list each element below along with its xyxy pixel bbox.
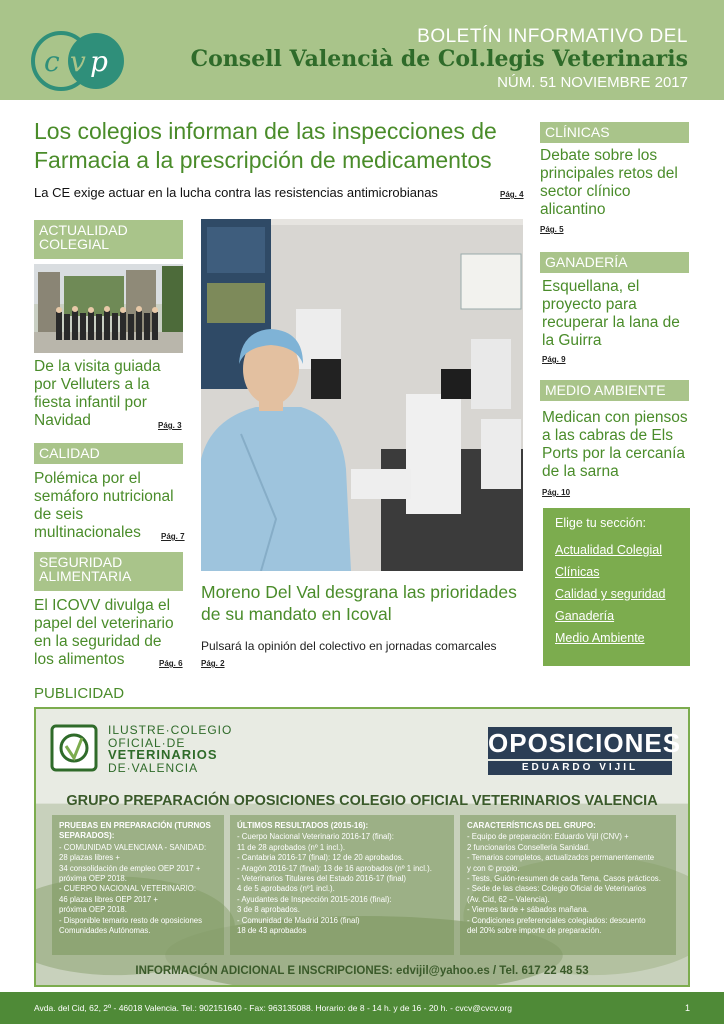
section-bar-calidad: CALIDAD	[34, 443, 183, 464]
ad-line: - COMUNIDAD VALENCIANA - SANIDAD:	[59, 842, 207, 852]
lead-headline[interactable]: Los colegios informan de las inspecciones de Farmacia a la prescripción de medicamentos	[34, 118, 497, 173]
ad-line: - Comunidad de Madrid 2016 (final)	[237, 915, 360, 925]
ad-line: próxima OEP 2018.	[59, 905, 127, 915]
section-bar-ganaderia: GANADERÍA	[540, 252, 689, 273]
ad-line: - Veterinarios Titulares del Estado 2016-17 (final)	[237, 874, 407, 884]
ad-line: 34 consolidación de empleo OEP 2017 +	[59, 863, 201, 873]
ad-line: Comunidades Autónomas.	[59, 926, 151, 936]
section-nav-heading: Elige tu sección:	[555, 516, 647, 530]
header-band	[0, 0, 724, 100]
page-ref-actualidad[interactable]: Pág. 3	[158, 421, 182, 430]
ad-line: próxima OEP 2018.	[59, 874, 127, 884]
eduardo-vijil-brand: EDUARDO VIJIL	[488, 761, 672, 775]
lead-subtitle: La CE exige actuar en la lucha contra las resistencias antimicrobianas	[34, 185, 438, 200]
bulletin-heading: BOLETÍN INFORMATIVO DEL	[417, 26, 688, 47]
main-story-subtitle: Pulsará la opinión del colectivo en jornadas comarcales	[201, 639, 497, 653]
ad-line: 2 funcionarios Consellería Sanidad.	[467, 842, 591, 852]
footer-bar	[0, 992, 724, 1024]
story-title-calidad[interactable]: Polémica por el semáforo nutricional de seis multinacionales	[34, 470, 174, 541]
section-link-medio-ambiente[interactable]: Medio Ambiente	[555, 631, 645, 645]
ad-line: - Condiciones preferenciales colegiados: descuento	[467, 915, 646, 925]
page-ref-medio-ambiente[interactable]: Pág. 10	[542, 488, 571, 497]
ad-line: 18 de 43 aprobados	[237, 926, 307, 936]
section-nav-box	[543, 508, 690, 666]
ad-line: - Temarios completos, actualizados permanentemente	[467, 853, 655, 863]
page-ref-calidad[interactable]: Pág. 7	[161, 532, 185, 541]
page-ref-ganaderia[interactable]: Pág. 9	[542, 355, 566, 364]
ad-column-resultados: ÚLTIMOS RESULTADOS (2015-16): - Cuerpo Nacional Veterinario 2016-17 (final): 11 de 28 aprobados (nº 1 incl.). - Cantabria 2016-17 (final): 12 de 20 aprobados. - Aragón 2016-17 (final): 13 de 16 aprobados (nº 1 incl.). - Veterinarios Titulares del Estado 2016-17 (final) 4 de 5 aprobados (nº1 incl.). - Ayudantes de Inspección 2015-2016 (final): 3 de 8 aprobados. - Comunidad de Madrid 2016 (final) 18 de 43 aprobados	[230, 815, 454, 955]
ad-contact-info[interactable]: INFORMACIÓN ADICIONAL E INSCRIPCIONES: edvijil@yahoo.es / Tel. 617 22 48 53	[135, 965, 589, 977]
story-title-actualidad[interactable]: De la visita guiada por Velluters a la fiesta infantil por Navidad	[34, 358, 161, 429]
section-bar-clinicas: CLÍNICAS	[540, 122, 689, 143]
svg-text:c: c	[44, 45, 60, 78]
ad-line: - Aragón 2016-17 (final): 13 de 16 aprobados (nº 1 incl.).	[237, 863, 432, 873]
oposiciones-brand: OPOSICIONES	[488, 728, 682, 758]
ad-line: del 20% sobre importe de preparación.	[467, 926, 602, 936]
ad-line: - Tests, Guión-resumen de cada Tema, Casos prácticos.	[467, 874, 661, 884]
ad-line: - Ayudantes de Inspección 2015-2016 (final):	[237, 894, 392, 904]
ad-line: (Av. Cid, 62 – Valencia).	[467, 894, 550, 904]
page-ref-clinicas[interactable]: Pág. 5	[540, 225, 564, 234]
cvcv-logo	[30, 30, 130, 92]
issue-number: NÚM. 51 NOVIEMBRE 2017	[497, 74, 688, 91]
section-bar-actualidad: ACTUALIDAD COLEGIAL	[34, 220, 183, 259]
section-link-actualidad[interactable]: Actualidad Colegial	[555, 543, 663, 557]
story-title-ganaderia[interactable]: Esquellana, el proyecto para recuperar la lana de la Guirra	[542, 278, 680, 349]
main-story-page-ref[interactable]: Pág. 2	[201, 659, 225, 668]
section-bar-medio-ambiente: MEDIO AMBIENTE	[540, 380, 689, 401]
ad-line: - Sede de las clases: Colegio Oficial de Veterinarios	[467, 884, 646, 894]
story-title-clinicas[interactable]: Debate sobre los principales retos del sector clínico alicantino	[540, 147, 678, 218]
ad-line: 3 de 8 aprobados.	[237, 905, 300, 915]
college-logo-text: ILUSTRE·COLEGIO OFICIAL·DE VETERINARIOS DE·VALENCIA	[108, 723, 233, 775]
college-crest-icon	[50, 724, 98, 772]
section-link-calidad[interactable]: Calidad y seguridad	[555, 587, 666, 601]
ad-line: 46 plazas libres OEP 2017 +	[59, 894, 158, 904]
story-title-medio-ambiente[interactable]: Medican con piensos a las cabras de Els Ports por la cercanía de la sarna	[542, 409, 688, 480]
page-ref-seguridad[interactable]: Pág. 6	[159, 659, 183, 668]
ad-line: - Equipo de preparación: Eduardo Vijil (CNV) +	[467, 832, 629, 842]
ad-line: 28 plazas libres +	[59, 853, 120, 863]
ad-line: - Disponible temario resto de oposiciones	[59, 915, 203, 925]
bulletin-org-name: Consell Valencià de Col.legis Veterinaris	[190, 46, 688, 72]
ad-column-pruebas: PRUEBAS EN PREPARACIÓN (TURNOS SEPARADOS): - COMUNIDAD VALENCIANA - SANIDAD: 28 plazas libres + 34 consolidación de empleo OEP 2017 + próxima OEP 2018. - CUERPO NACIONAL VETERINARIO: 46 plazas libres OEP 2017 + próxima OEP 2018. - Disponible temario resto de oposiciones Comunidades Autónomas.	[52, 815, 224, 955]
ad-line: - Viernes tarde + sábados mañana.	[467, 905, 589, 915]
main-story-photo	[201, 219, 523, 571]
ad-line: - CUERPO NACIONAL VETERINARIO:	[59, 884, 197, 894]
section-bar-seguridad: SEGURIDAD ALIMENTARIA	[34, 552, 183, 591]
ad-line: y con © propio.	[467, 863, 520, 873]
section-link-clinicas[interactable]: Clínicas	[555, 565, 600, 579]
ad-line: - Cuerpo Nacional Veterinario 2016-17 (final):	[237, 832, 394, 842]
advertisement[interactable]	[34, 707, 690, 987]
lead-page-ref[interactable]: Pág. 4	[500, 190, 524, 199]
section-link-ganaderia[interactable]: Ganadería	[555, 609, 615, 623]
story-title-seguridad[interactable]: El ICOVV divulga el papel del veterinario en la seguridad de los alimentos	[34, 597, 174, 668]
ad-line: - Cantabria 2016-17 (final): 12 de 20 aprobados.	[237, 853, 404, 863]
main-story-title[interactable]: Moreno Del Val desgrana las prioridades de su mandato en Icoval	[201, 582, 517, 624]
ad-column-caracteristicas: CARACTERÍSTICAS DEL GRUPO: - Equipo de preparación: Eduardo Vijil (CNV) + 2 funcionarios Consellería Sanidad. - Temarios completos, actualizados permanentemente y con © propio. - Tests, Guión-resumen de cada Tema, Casos prácticos. - Sede de las clases: Colegio Oficial de Veterinarios (Av. Cid, 62 – Valencia). - Viernes tarde + sábados mañana. - Condiciones preferenciales colegiados: descuento del 20% sobre importe de preparación.	[460, 815, 676, 955]
footer-address: Avda. del Cid, 62, 2º - 46018 Valencia. Tel.: 902151640 - Fax: 963135088. Horario: de 8 - 14 h. y de 16 - 20 h. - cvcv@cvcv.org	[34, 1003, 512, 1013]
ad-title: GRUPO PREPARACIÓN OPOSICIONES COLEGIO OFICIAL VETERINARIOS VALENCIA	[66, 793, 658, 809]
publicidad-label: PUBLICIDAD	[34, 685, 125, 702]
svg-text:v: v	[70, 45, 86, 78]
page-number: 1	[684, 1003, 690, 1013]
colegial-photo	[34, 264, 183, 353]
ad-line: 11 de 28 aprobados (nº 1 incl.).	[237, 842, 346, 852]
ad-line: 4 de 5 aprobados (nº1 incl.).	[237, 884, 335, 894]
svg-text:p: p	[90, 45, 108, 78]
